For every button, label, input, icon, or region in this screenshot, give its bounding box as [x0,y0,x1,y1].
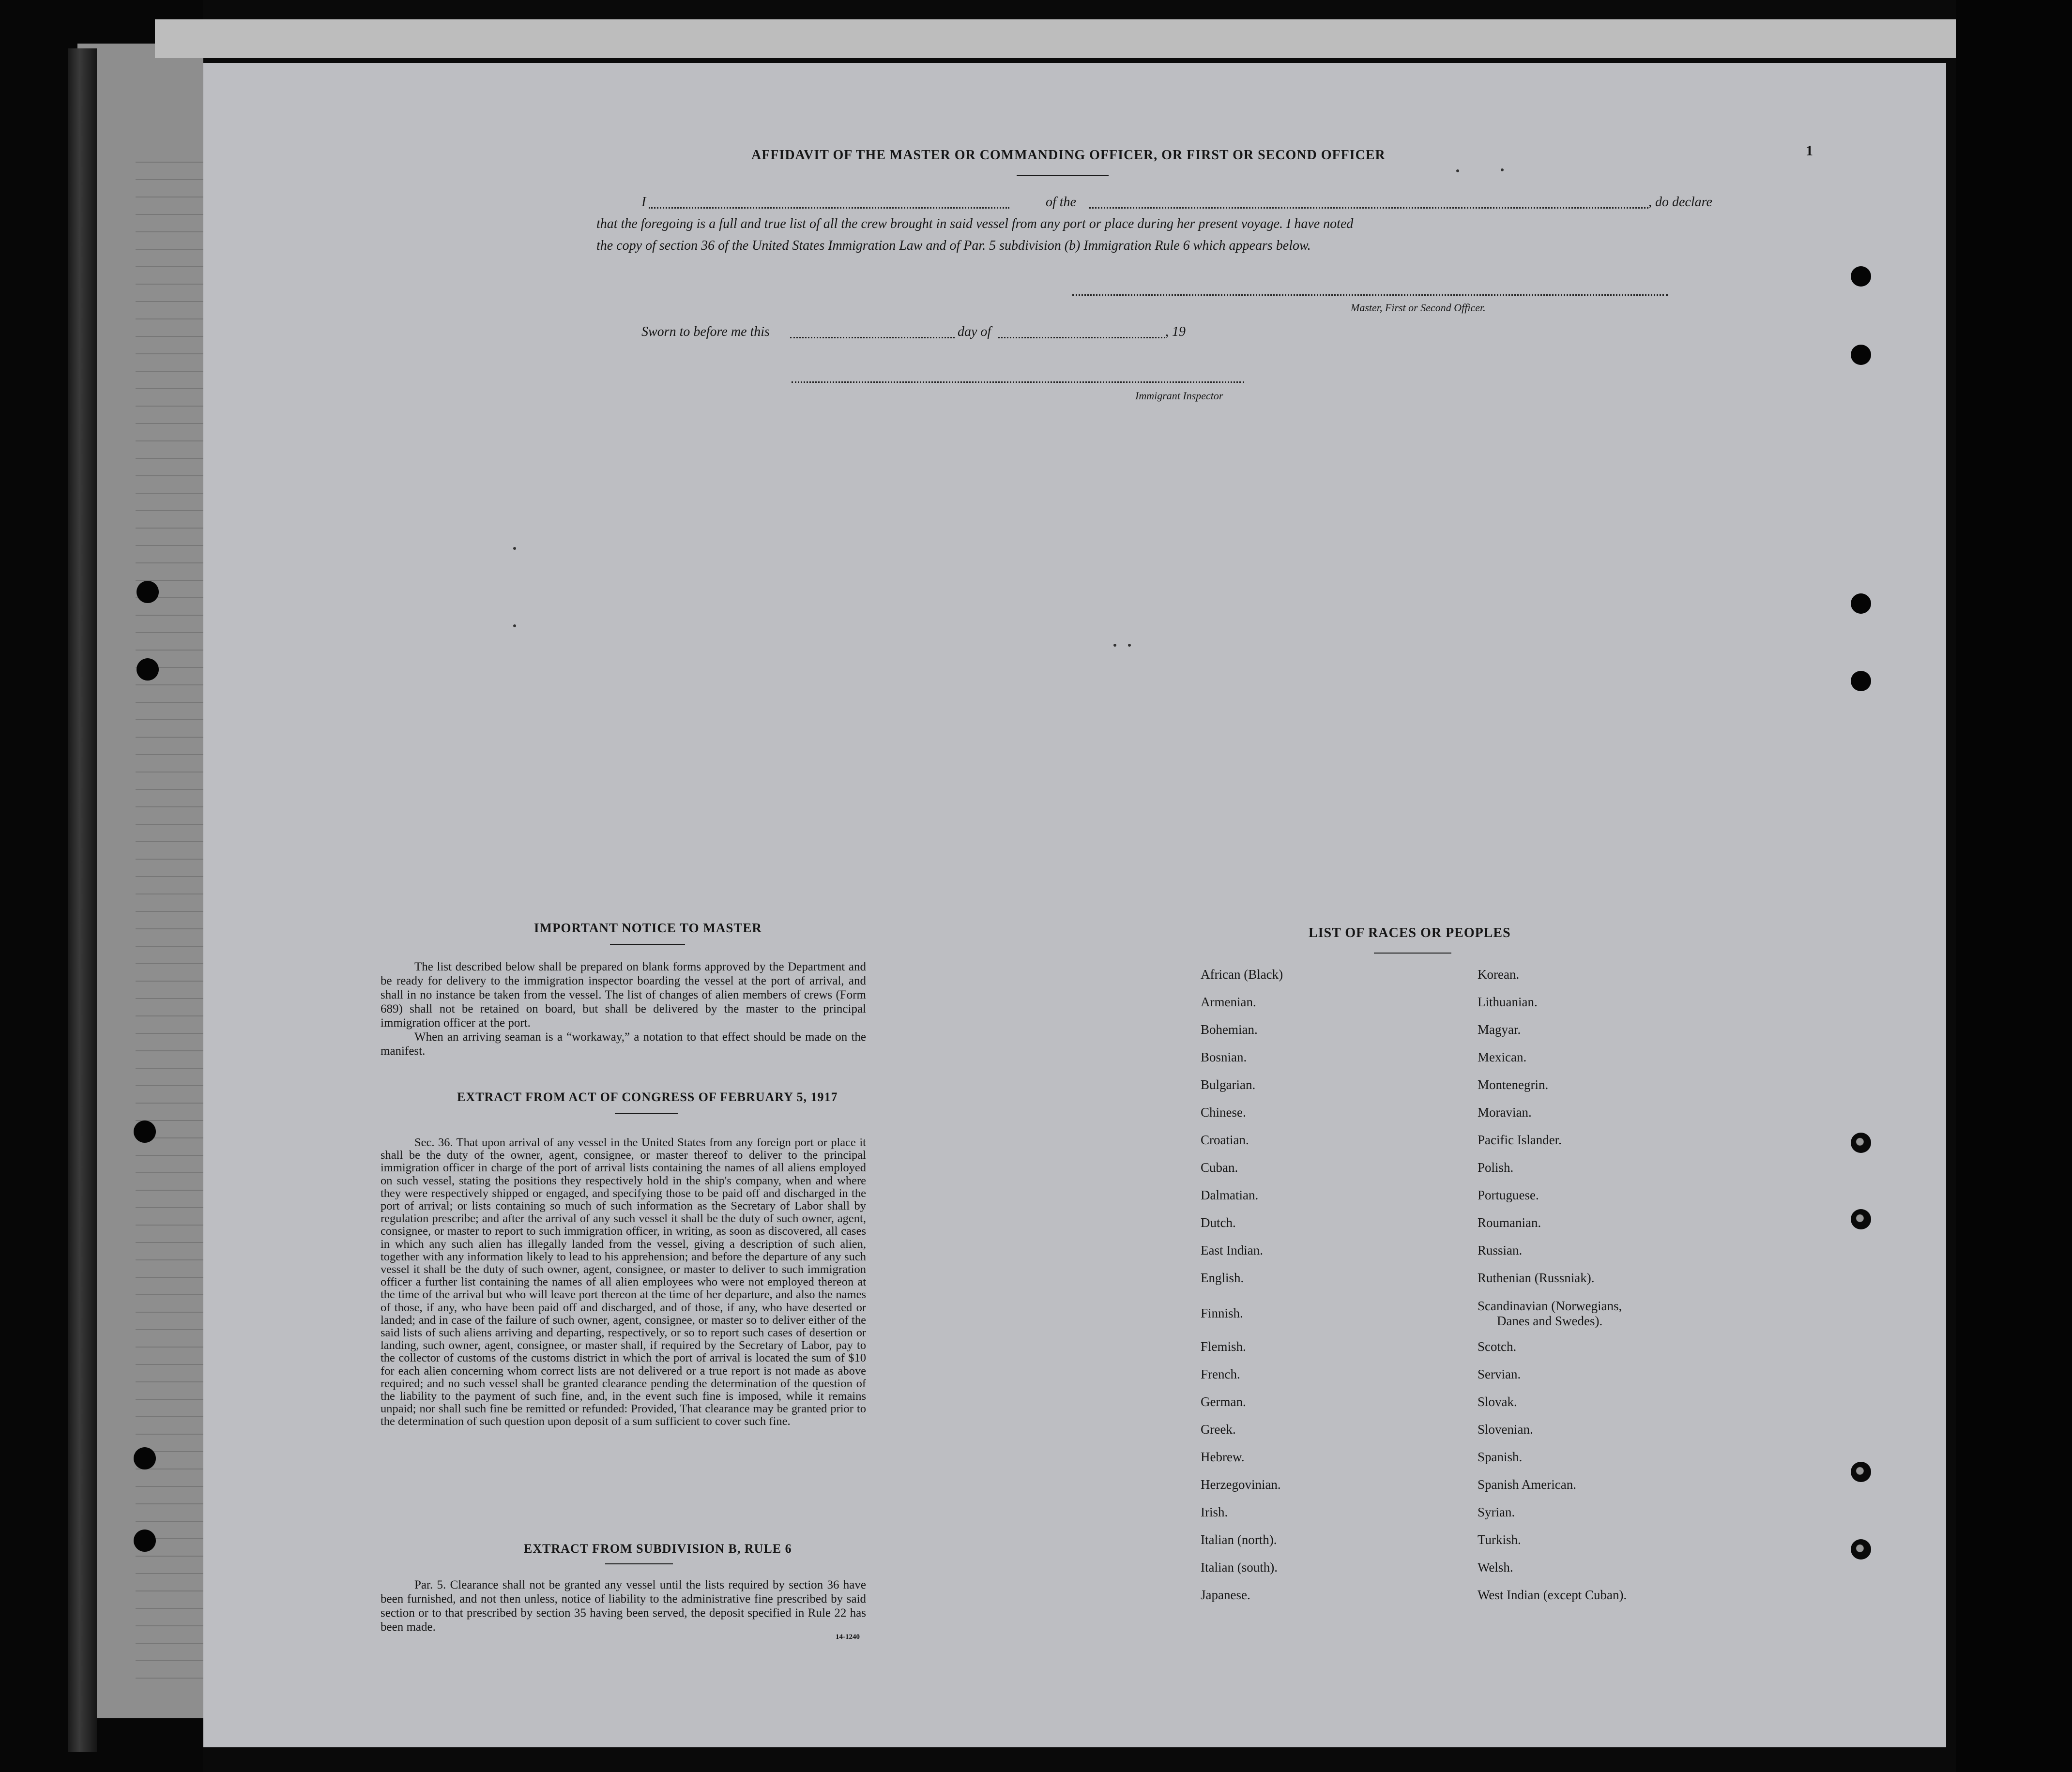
notice-title: IMPORTANT NOTICE TO MASTER [534,921,762,935]
inspector-signature-line [792,381,1244,383]
race-item: Polish. [1478,1160,1514,1175]
race-item: French. [1201,1367,1240,1381]
race-item: Irish. [1201,1505,1228,1519]
races-rule [1374,953,1451,954]
race-item: Lithuanian. [1478,995,1538,1009]
master-signature-caption: Master, First or Second Officer. [1351,302,1486,314]
race-item: Mexican. [1478,1050,1527,1064]
affidavit-do-declare: , do declare [1648,195,1712,210]
underlying-page-top [155,19,1956,58]
race-item: Bosnian. [1201,1050,1247,1064]
sworn-prefix: Sworn to before me this [641,324,770,339]
race-item: Spanish. [1478,1450,1523,1464]
binder-hole [134,1530,156,1552]
race-item: West Indian (except Cuban). [1478,1588,1627,1602]
scan-speck [1456,169,1459,172]
race-item: Armenian. [1201,995,1256,1009]
affidavit-line-2: that the foregoing is a full and true list of all the crew brought in said vessel from any port or place during her present voyage. I have noted [596,216,1354,231]
race-item: Dalmatian. [1201,1188,1259,1202]
binder-hole [1851,1209,1871,1229]
binder-hole [134,1447,156,1469]
scan-speck [513,547,516,550]
race-item: Herzegovinian. [1201,1477,1281,1492]
act-rule [615,1113,678,1114]
notice-rule [610,944,685,945]
race-item: Ruthenian (Russniak). [1478,1271,1595,1285]
binder-hole [1851,671,1871,691]
affidavit-line-3: the copy of section 36 of the United States Immigration Law and of Par. 5 subdivision (b) Immigration Rule 6 which appears below. [596,238,1311,253]
rule-rule [605,1563,673,1564]
race-item: Korean. [1478,967,1520,982]
race-item: Roumanian. [1478,1215,1541,1230]
race-item: Scandinavian (Norwegians, [1478,1299,1622,1313]
title-rule [1017,175,1109,176]
master-signature-line [1072,294,1668,296]
race-item: East Indian. [1201,1243,1263,1257]
race-item: Turkish. [1478,1532,1521,1547]
race-item: Cuban. [1201,1160,1238,1175]
binder-hole [1851,1133,1871,1153]
scan-speck [1128,644,1131,647]
binder-hole [1851,593,1871,614]
race-item-continuation: Danes and Swedes). [1497,1314,1603,1328]
binder-hole [1851,1462,1871,1482]
binder-hole [134,1121,156,1143]
race-item: English. [1201,1271,1244,1285]
vessel-blank [1089,207,1648,209]
sworn-day-of: day of [958,324,991,339]
race-item: Welsh. [1478,1560,1513,1575]
binder-hole [137,581,159,603]
race-item: Croatian. [1201,1133,1249,1147]
notice-paragraph-1: The list described below shall be prepared on blank forms approved by the Department and be ready for delivery to the immigration inspector boarding the vessel at the port of arrival, and shall in no instance be taken from the vessel. The list of changes of alien members of crews (Form 689) shall not be retained on board, but shall be delivered by the master to the principal immigration officer at the port. [381,960,866,1030]
race-item: Portuguese. [1478,1188,1539,1202]
race-item: Slovenian. [1478,1422,1533,1437]
inspector-caption: Immigrant Inspector [1135,390,1223,402]
race-item: Bulgarian. [1201,1077,1256,1092]
page-number: 1 [1806,143,1813,159]
race-item: Chinese. [1201,1105,1246,1120]
affidavit-i: I [641,195,646,210]
document-page [203,63,1946,1747]
race-item: African (Black) [1201,967,1283,982]
race-item: Finnish. [1201,1306,1243,1320]
rule-extract-title: EXTRACT FROM SUBDIVISION B, RULE 6 [524,1542,792,1556]
race-item: Bohemian. [1201,1022,1258,1037]
act-extract-title: EXTRACT FROM ACT OF CONGRESS OF FEBRUARY 5, 1917 [457,1090,838,1104]
rule-extract-text: Par. 5. Clearance shall not be granted any vessel until the lists required by section 36 have been furnished, and not then unless, notice of liability to the administrative fine prescribed by said section or to that prescribed by section 35 having been served, the deposit specified in Rule 22 has been made. [381,1578,866,1634]
binding-spine [68,48,97,1752]
race-item: Russian. [1478,1243,1523,1257]
race-item: Japanese. [1201,1588,1250,1602]
race-item: Greek. [1201,1422,1236,1437]
scan-speck [1501,168,1504,171]
race-item: Moravian. [1478,1105,1532,1120]
affidavit-title: AFFIDAVIT OF THE MASTER OR COMMANDING OFFICER, OR FIRST OR SECOND OFFICER [751,148,1386,163]
race-item: Italian (south). [1201,1560,1278,1575]
race-item: Spanish American. [1478,1477,1576,1492]
binder-hole [1851,345,1871,365]
affidavit-of-the: of the [1046,195,1076,210]
race-item: Hebrew. [1201,1450,1245,1464]
races-title: LIST OF RACES OR PEOPLES [1309,925,1511,940]
scan-speck [513,624,516,627]
race-item: Montenegrin. [1478,1077,1549,1092]
race-item: Scotch. [1478,1339,1517,1354]
form-number: 14-1240 [836,1633,860,1641]
race-item: Slovak. [1478,1394,1517,1409]
race-item: Dutch. [1201,1215,1236,1230]
notice-paragraph-2: When an arriving seaman is a “workaway,” a notation to that effect should be made on the manifest. [381,1030,866,1058]
race-item: Pacific Islander. [1478,1133,1562,1147]
binder-hole [1851,1539,1871,1560]
race-item: Magyar. [1478,1022,1521,1037]
act-extract-text: Sec. 36. That upon arrival of any vessel in the United States from any foreign port or place it shall be the duty of the owner, agent, consignee, or master thereof to deliver to the principal immigration officer in charge of the port of arrival lists containing the names of all aliens employed on such vessel, stating the positions they respectively hold in the ship's company, when and where they were respectively shipped or engaged, and specifying those to be paid off and discharged in the port of arrival; or lists containing so much of such information as the Secretary of Labor shall by regulation prescribe; and after the arrival of any such vessel it shall be the duty of such owner, agent, consignee, or master to report to such immigration officer, in writing, as soon as discovered, all cases in which any such alien has illegally landed from the vessel, giving a description of such alien, together with any information likely to lead to his apprehension; and before the departure of any such vessel it shall be the duty of such owner, agent, consignee, or master to deliver to such immigration officer a further list containing the names of all alien employees who were not employed thereon at the time of the arrival but who will leave port thereon at the time of her departure, and also the names of those, if any, who have been paid off and discharged, and of those, if any, who have deserted or landed; and in case of the failure of such owner, agent, consignee, or master so to deliver either of the said lists of such aliens arriving and departing, respectively, or so to report such cases of desertion or landing, such owner, agent, consignee, or master shall, if required by the Secretary of Labor, pay to the collector of customs of the customs district in which the port of arrival is located the sum of $10 for each alien concerning whom correct lists are not delivered or a true report is not made as above required; and no such vessel shall be granted clearance pending the determination of the question of the liability to the payment of such fine, and, in the event such fine is imposed, while it remains unpaid; nor shall such fine be remitted or refunded: Provided, That clearance may be granted prior to the determination of such question upon deposit of a sum sufficient to cover such fine. [381,1136,866,1428]
sworn-month-blank [998,337,1165,338]
sworn-year: , 19 [1165,324,1186,339]
binder-hole [1851,266,1871,287]
name-blank [649,207,1009,209]
sworn-day-blank [790,337,955,338]
race-item: Flemish. [1201,1339,1246,1354]
race-item: Servian. [1478,1367,1521,1381]
right-dark-edge [1956,0,2072,1772]
race-item: Syrian. [1478,1505,1515,1519]
scan-speck [1113,644,1116,647]
binder-hole [137,658,159,681]
race-item: German. [1201,1394,1246,1409]
race-item: Italian (north). [1201,1532,1277,1547]
